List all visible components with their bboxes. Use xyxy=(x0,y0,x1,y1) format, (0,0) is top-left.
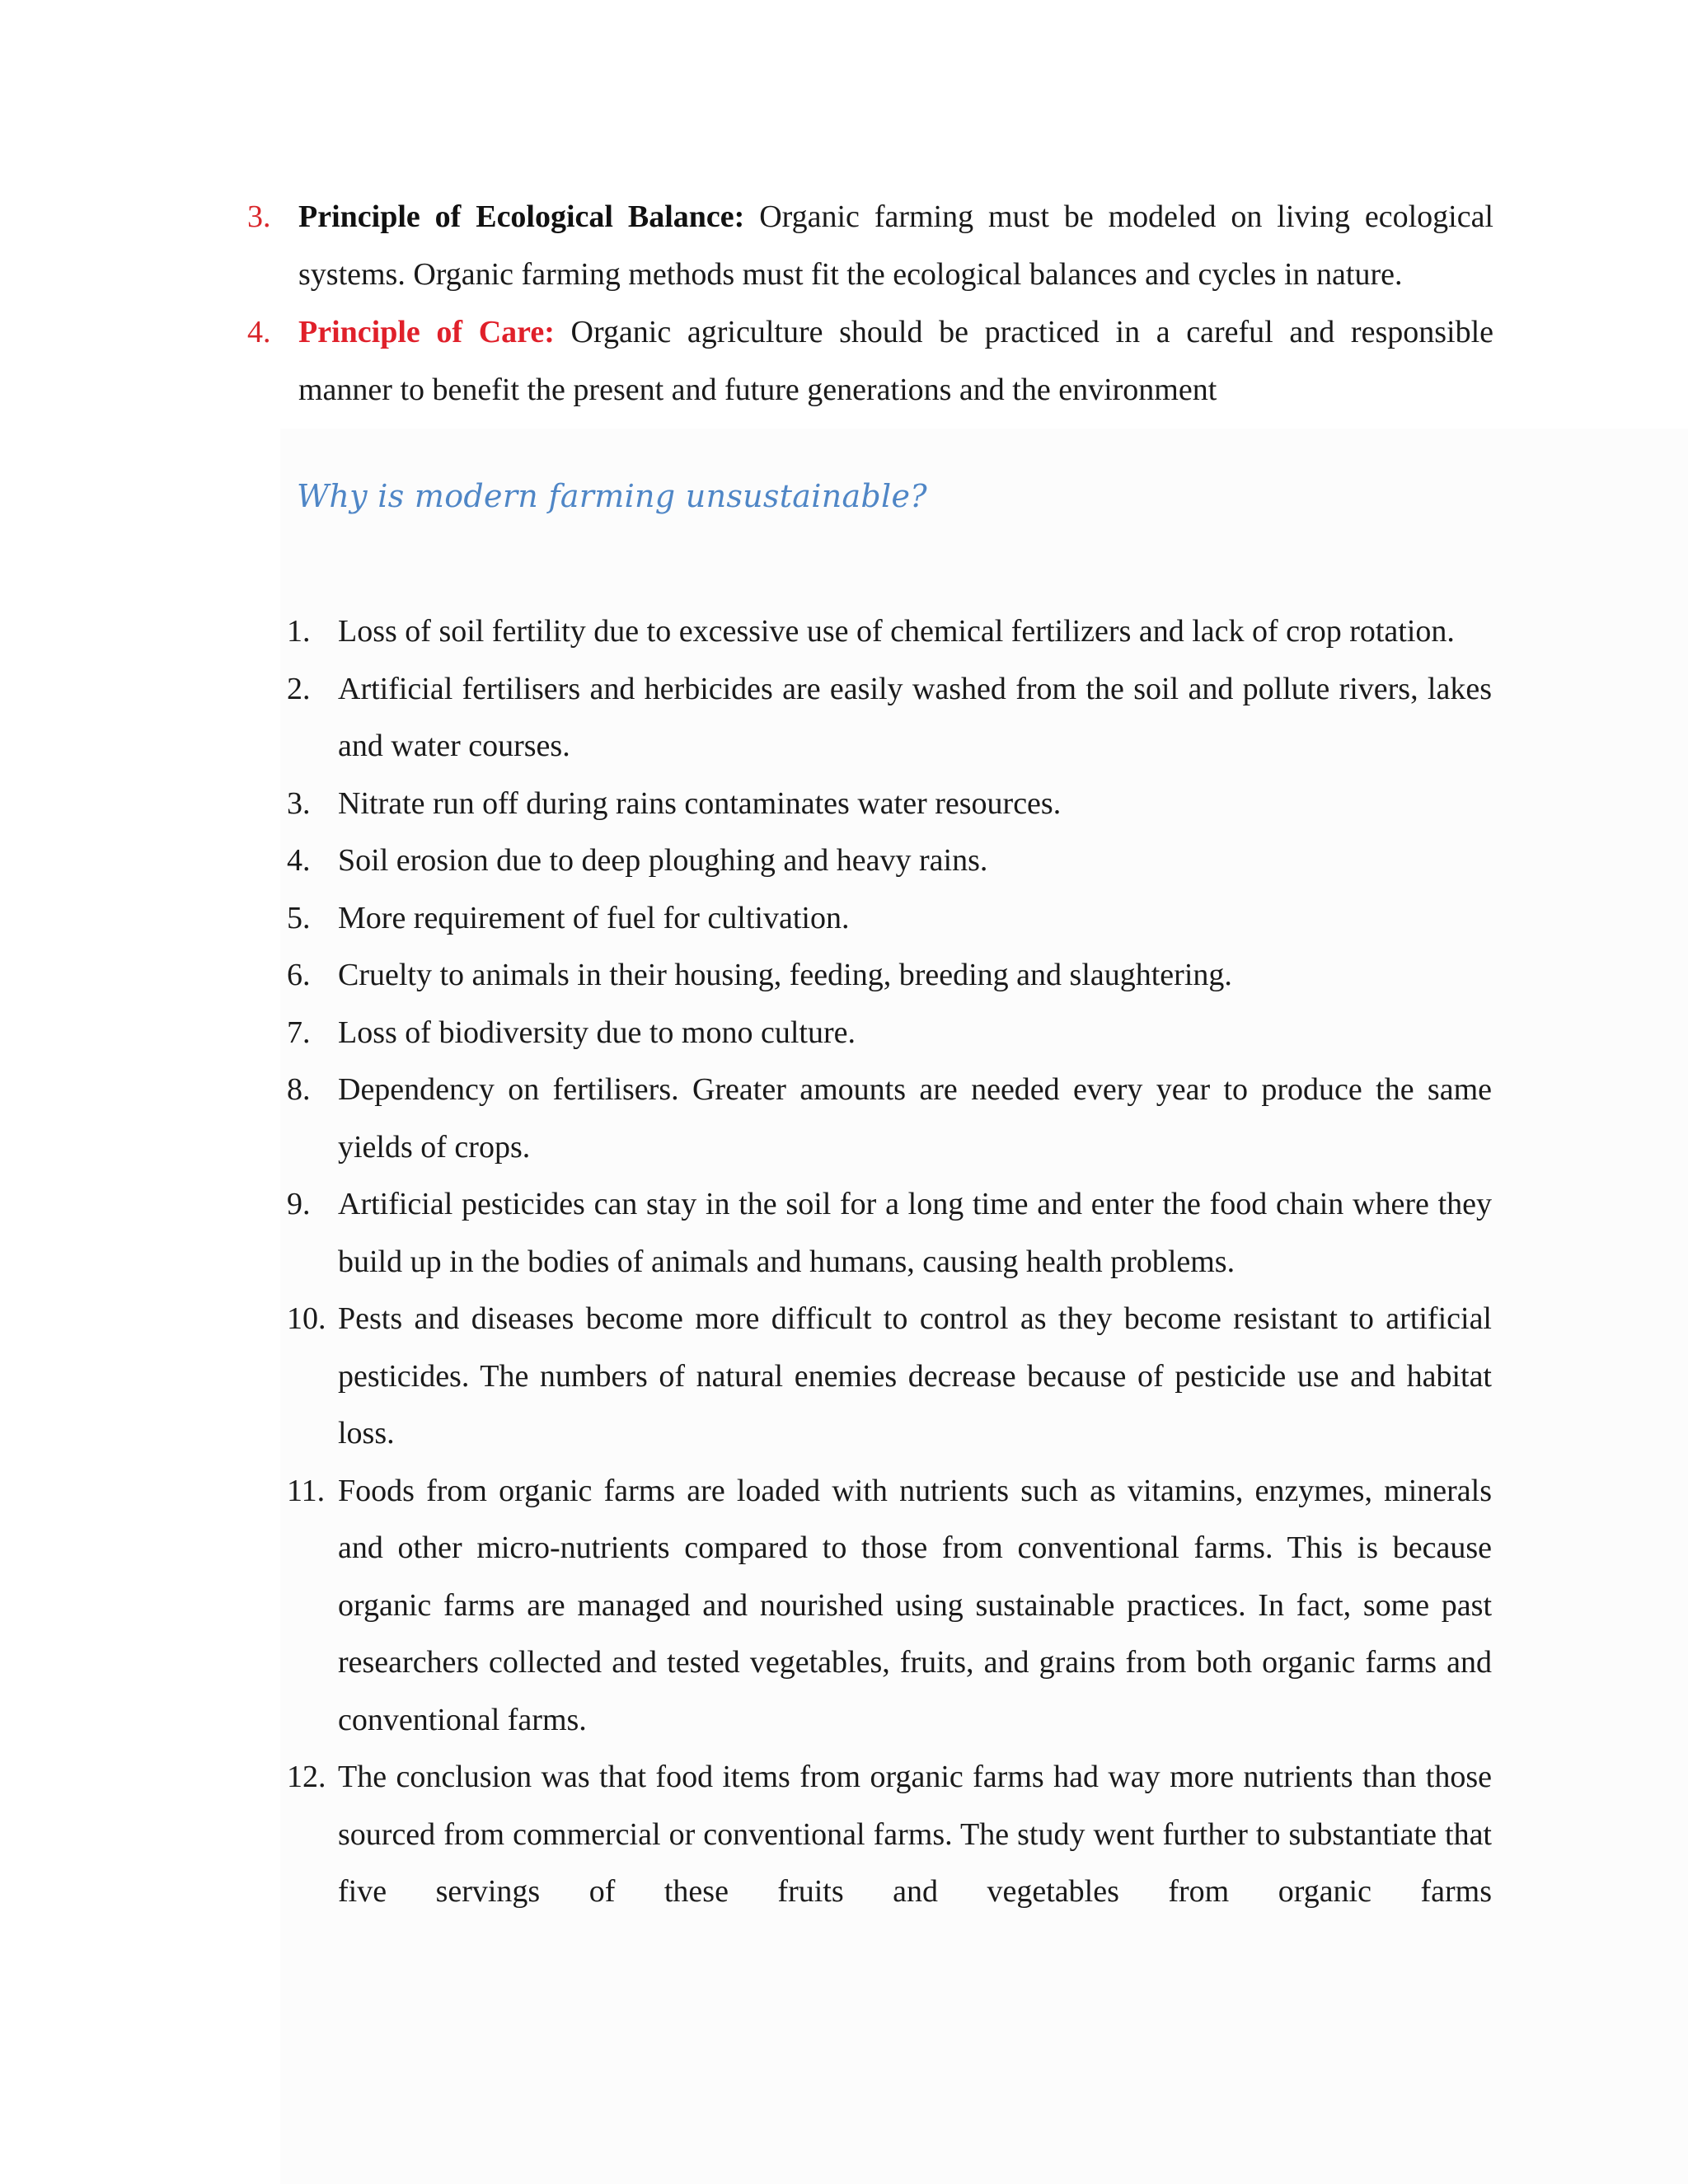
list-item-text: Cruelty to animals in their housing, feeding, breeding and slaughtering. xyxy=(338,958,1232,992)
principle-item xyxy=(247,188,1493,303)
principle-text: Organic farming must be modeled on living ecological systems. Organic farming methods must fit the ecological balances and cycles in nature. xyxy=(298,199,1493,292)
list-item-number: 10. xyxy=(287,1301,326,1336)
list-item xyxy=(287,832,1492,890)
principle-title: Principle of Ecological Balance: xyxy=(298,199,745,234)
list-item xyxy=(287,1749,1492,1921)
list-item xyxy=(287,661,1492,776)
list-item-number: 6. xyxy=(287,958,311,992)
list-item-text: Dependency on fertilisers. Greater amounts are needed every year to produce the same yields of crops. xyxy=(338,1072,1492,1165)
list-item-text: Pests and diseases become more difficult to control as they become resistant to artificial pesticides. The numbers of natural enemies decrease because of pesticide use and habitat loss. xyxy=(338,1301,1492,1451)
list-item xyxy=(287,1291,1492,1463)
list-item-text: The conclusion was that food items from organic farms had way more nutrients than those sourced from commercial or conventional farms. The study went further to substantiate that five servings of these fruits and vegetables from organic farms xyxy=(338,1760,1492,1909)
principles-list xyxy=(247,188,1493,419)
principle-text: Organic agriculture should be practiced in a careful and responsible manner to benefit the present and future generations and the environment xyxy=(298,315,1493,407)
list-item-text: Artificial pesticides can stay in the soil for a long time and enter the food chain where they build up in the bodies of animals and humans, causing health problems. xyxy=(338,1187,1492,1279)
principle-title: Principle of Care: xyxy=(298,315,555,349)
list-item-number: 3. xyxy=(287,785,311,821)
list-item xyxy=(287,1463,1492,1750)
list-item-number: 4. xyxy=(287,843,311,878)
list-item xyxy=(287,1176,1492,1291)
list-item-number: 7. xyxy=(287,1015,311,1050)
list-item-text: Soil erosion due to deep ploughing and heavy rains. xyxy=(338,843,988,878)
list-item-text: Loss of soil fertility due to excessive use of chemical fertilizers and lack of crop rotation. xyxy=(338,614,1455,649)
list-item-number: 12. xyxy=(287,1760,326,1794)
list-item xyxy=(287,1062,1492,1176)
principle-item xyxy=(247,303,1493,419)
list-item-number: 5. xyxy=(287,900,311,935)
section-heading: Why is modern farming unsustainable? xyxy=(297,478,927,514)
list-item-text: More requirement of fuel for cultivation. xyxy=(338,900,850,935)
list-item-text: Foods from organic farms are loaded with nutrients such as vitamins, enzymes, minerals and other micro-nutrients compared to those from conventional farms. This is because organic farms are managed and nourished using sustainable practices. In fact, some past researchers collected and tested vegetables, fruits, and grains from both organic farms and conventional farms. xyxy=(338,1473,1492,1737)
list-item-number: 9. xyxy=(287,1187,311,1221)
list-item xyxy=(287,947,1492,1005)
list-item-number: 8. xyxy=(287,1072,311,1107)
list-item-number: 2. xyxy=(287,671,311,706)
list-item-text: Loss of biodiversity due to mono culture. xyxy=(338,1015,856,1050)
list-item-number: 1. xyxy=(287,614,311,649)
principle-number: 4. xyxy=(247,315,271,349)
list-item-text: Artificial fertilisers and herbicides are easily washed from the soil and pollute rivers, lakes and water courses. xyxy=(338,671,1492,763)
reasons-list xyxy=(287,603,1492,1921)
list-item xyxy=(287,1005,1492,1062)
list-item xyxy=(287,776,1492,833)
list-item-text: Nitrate run off during rains contaminates water resources. xyxy=(338,785,1062,821)
principle-number: 3. xyxy=(247,199,271,234)
list-item xyxy=(287,890,1492,948)
list-item xyxy=(287,603,1492,661)
list-item-number: 11. xyxy=(287,1473,326,1508)
